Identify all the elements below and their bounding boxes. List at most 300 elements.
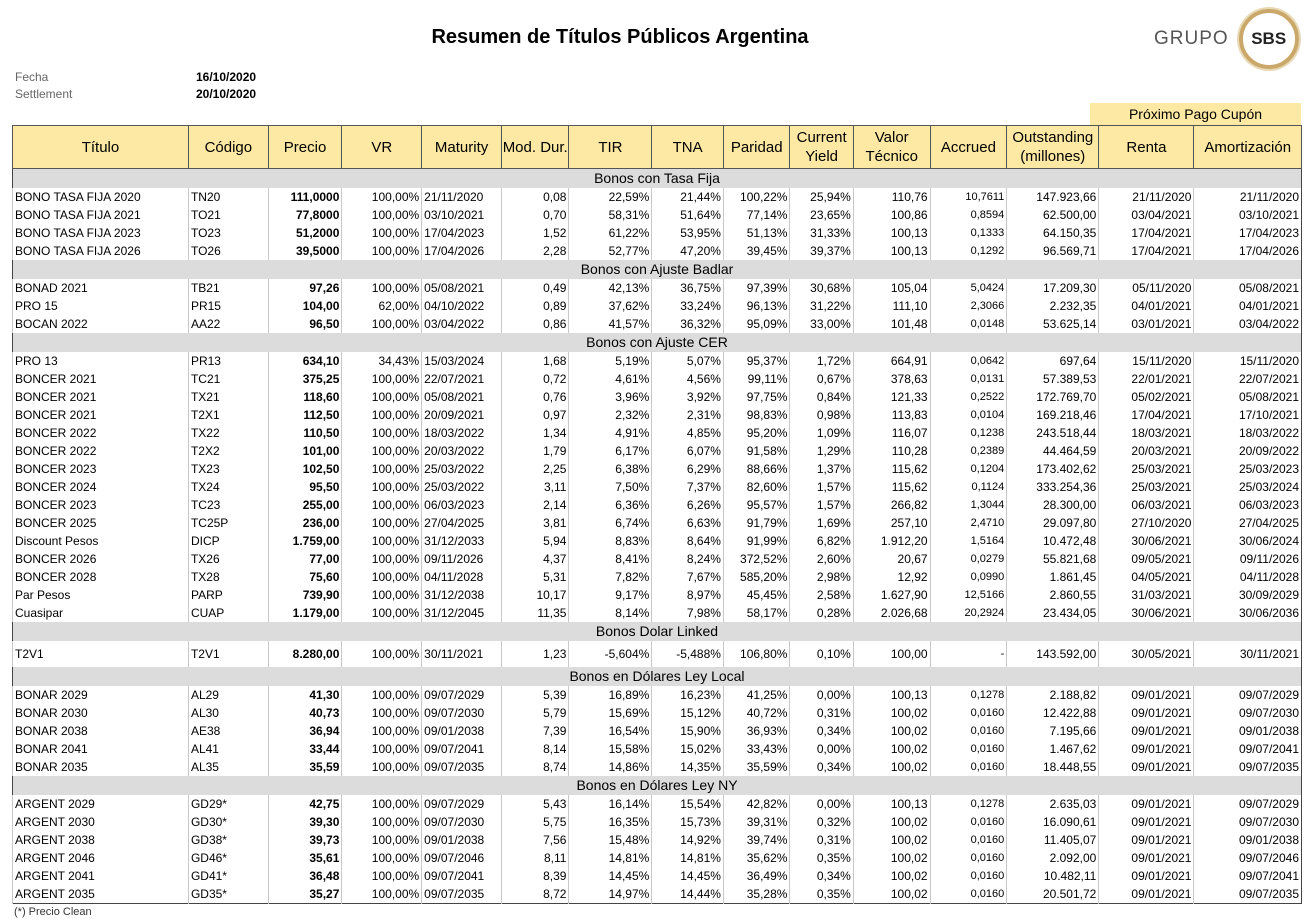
table-cell: GD46* [188, 849, 268, 867]
table-cell: 09/07/2035 [422, 758, 502, 776]
table-cell: 5,39 [501, 686, 569, 704]
table-cell: 31/12/2045 [422, 604, 502, 622]
table-cell: ARGENT 2030 [13, 813, 189, 831]
table-cell: 100,02 [853, 885, 930, 904]
table-cell: 15,58% [569, 740, 652, 758]
table-cell: 1.759,00 [268, 532, 342, 550]
table-cell: 8,41% [569, 550, 652, 568]
table-cell: 53.625,14 [1007, 315, 1099, 333]
table-cell: 62.500,00 [1007, 206, 1099, 224]
table-cell: 17/04/2023 [422, 224, 502, 242]
table-cell: 27/10/2020 [1099, 514, 1194, 532]
table-cell: 2,60% [790, 550, 853, 568]
table-cell: 09/11/2026 [422, 550, 502, 568]
bonds-table [12, 125, 1302, 904]
table-cell: BONCER 2024 [13, 478, 189, 496]
table-cell: 1.861,45 [1007, 568, 1099, 586]
table-cell: 236,00 [268, 514, 342, 532]
table-cell: 100,00% [342, 188, 422, 206]
table-cell: 0,1333 [930, 224, 1007, 242]
table-cell: 17.209,30 [1007, 279, 1099, 297]
table-cell: 5,31 [501, 568, 569, 586]
section-header-row [13, 260, 1302, 279]
table-cell: 09/01/2021 [1099, 849, 1194, 867]
table-cell: 8,39 [501, 867, 569, 885]
table-cell: 03/01/2021 [1099, 315, 1194, 333]
table-cell: 14,35% [652, 758, 724, 776]
table-cell: 8,72 [501, 885, 569, 904]
table-cell: 0,98% [790, 406, 853, 424]
table-cell: 243.518,44 [1007, 424, 1099, 442]
table-cell: 6,63% [652, 514, 724, 532]
table-cell: 35,59% [723, 758, 789, 776]
table-cell: 35,59 [268, 758, 342, 776]
table-cell: 111,10 [853, 297, 930, 315]
table-cell: 2,32% [569, 406, 652, 424]
table-cell: AL35 [188, 758, 268, 776]
table-cell: -5,488% [652, 641, 724, 667]
table-cell: 09/07/2029 [1194, 686, 1302, 704]
table-cell: 2.026,68 [853, 604, 930, 622]
table-cell: 96,50 [268, 315, 342, 333]
column-header: Accrued [930, 126, 1007, 169]
table-cell: 0,31% [790, 704, 853, 722]
table-cell: 100,00% [342, 388, 422, 406]
table-cell: 8,14 [501, 740, 569, 758]
table-cell: 1,23 [501, 641, 569, 667]
table-cell: 27/04/2025 [422, 514, 502, 532]
table-cell: 03/10/2021 [1194, 206, 1302, 224]
table-cell: 100,00% [342, 532, 422, 550]
table-cell: TC25P [188, 514, 268, 532]
table-cell: 6,29% [652, 460, 724, 478]
table-cell: 04/05/2021 [1099, 568, 1194, 586]
table-cell: 96.569,71 [1007, 242, 1099, 260]
table-cell: BONCER 2022 [13, 442, 189, 460]
table-cell: 30/09/2029 [1194, 586, 1302, 604]
table-cell: 95,09% [723, 315, 789, 333]
table-cell: 64.150,35 [1007, 224, 1099, 242]
table-cell: 4,61% [569, 370, 652, 388]
table-cell: 1,57% [790, 478, 853, 496]
table-cell: 113,83 [853, 406, 930, 424]
table-cell: 30/05/2021 [1099, 641, 1194, 667]
table-cell: 77,14% [723, 206, 789, 224]
table-row [13, 424, 1302, 442]
table-cell: 39,31% [723, 813, 789, 831]
column-header: VR [342, 126, 422, 169]
table-row [13, 279, 1302, 297]
table-cell: PRO 13 [13, 352, 189, 370]
table-cell: 5,79 [501, 704, 569, 722]
table-cell: 266,82 [853, 496, 930, 514]
table-cell: 100,00% [342, 795, 422, 813]
table-cell: 22/07/2021 [422, 370, 502, 388]
table-cell: 6,36% [569, 496, 652, 514]
table-cell: 95,50 [268, 478, 342, 496]
table-cell: TX21 [188, 388, 268, 406]
table-cell: 0,72 [501, 370, 569, 388]
table-row [13, 568, 1302, 586]
table-cell: BONO TASA FIJA 2021 [13, 206, 189, 224]
table-cell: 15,73% [652, 813, 724, 831]
table-cell: 0,34% [790, 722, 853, 740]
table-cell: 33,44 [268, 740, 342, 758]
table-cell: 36,94 [268, 722, 342, 740]
table-cell: 09/07/2035 [1194, 885, 1302, 904]
table-cell: 100,00% [342, 568, 422, 586]
section-header-row [13, 667, 1302, 686]
table-cell: 100,00% [342, 849, 422, 867]
table-cell: PR13 [188, 352, 268, 370]
table-cell: 664,91 [853, 352, 930, 370]
table-cell: 2.860,55 [1007, 586, 1099, 604]
table-cell: ARGENT 2029 [13, 795, 189, 813]
table-cell: 14,92% [652, 831, 724, 849]
table-cell: 25/03/2022 [422, 478, 502, 496]
table-cell: 05/08/2021 [422, 279, 502, 297]
table-cell: 2,98% [790, 568, 853, 586]
table-cell: 51,13% [723, 224, 789, 242]
table-cell: 15,12% [652, 704, 724, 722]
table-cell: 5,94 [501, 532, 569, 550]
table-cell: 0,31% [790, 831, 853, 849]
table-cell: 0,0131 [930, 370, 1007, 388]
table-row [13, 740, 1302, 758]
table-cell: 82,60% [723, 478, 789, 496]
table-cell: AL41 [188, 740, 268, 758]
table-cell: 147.923,66 [1007, 188, 1099, 206]
table-cell: 3,92% [652, 388, 724, 406]
table-cell: 36,75% [652, 279, 724, 297]
table-cell: 16,14% [569, 795, 652, 813]
table-cell: 100,02 [853, 849, 930, 867]
brand-mark-circle [1239, 9, 1299, 69]
section-title: Bonos con Ajuste CER [13, 333, 1302, 352]
table-cell: 15,02% [652, 740, 724, 758]
table-cell: 0,10% [790, 641, 853, 667]
table-row [13, 532, 1302, 550]
table-cell: PRO 15 [13, 297, 189, 315]
table-cell: 36,93% [723, 722, 789, 740]
table-cell: 58,17% [723, 604, 789, 622]
table-row [13, 641, 1302, 667]
table-cell: 172.769,70 [1007, 388, 1099, 406]
table-cell: 37,62% [569, 297, 652, 315]
table-cell: TN20 [188, 188, 268, 206]
next-payment-header: Próximo Pago Cupón [1090, 103, 1301, 125]
table-cell: 2,4710 [930, 514, 1007, 532]
table-cell: 45,45% [723, 586, 789, 604]
section-title: Bonos Dolar Linked [13, 622, 1302, 641]
table-cell: 04/11/2028 [1194, 568, 1302, 586]
table-cell: 1,34 [501, 424, 569, 442]
table-cell: 09/07/2041 [1194, 867, 1302, 885]
table-cell: 100,02 [853, 740, 930, 758]
table-cell: 8,83% [569, 532, 652, 550]
table-cell: TX28 [188, 568, 268, 586]
table-cell: 61,22% [569, 224, 652, 242]
table-cell: 1,69% [790, 514, 853, 532]
table-cell: 09/07/2029 [1194, 795, 1302, 813]
table-cell: 4,56% [652, 370, 724, 388]
table-cell: T2X2 [188, 442, 268, 460]
table-cell: 39,37% [790, 242, 853, 260]
table-cell: 12,92 [853, 568, 930, 586]
table-cell: 39,30 [268, 813, 342, 831]
table-row [13, 813, 1302, 831]
table-cell: 05/11/2020 [1099, 279, 1194, 297]
table-cell: 29.097,80 [1007, 514, 1099, 532]
table-cell: TB21 [188, 279, 268, 297]
table-row [13, 460, 1302, 478]
table-cell: 0,00% [790, 795, 853, 813]
table-cell: 7,82% [569, 568, 652, 586]
table-cell: 0,0642 [930, 352, 1007, 370]
table-cell: 2.188,82 [1007, 686, 1099, 704]
table-cell: 17/04/2023 [1194, 224, 1302, 242]
table-cell: 2.232,35 [1007, 297, 1099, 315]
table-cell: 62,00% [342, 297, 422, 315]
table-cell: 15,54% [652, 795, 724, 813]
table-cell: 375,25 [268, 370, 342, 388]
table-cell: 09/01/2021 [1099, 795, 1194, 813]
table-cell: -5,604% [569, 641, 652, 667]
table-cell: 34,43% [342, 352, 422, 370]
table-cell: 2,25 [501, 460, 569, 478]
table-cell: ARGENT 2046 [13, 849, 189, 867]
table-cell: 100,13 [853, 795, 930, 813]
table-cell: 95,20% [723, 424, 789, 442]
table-cell: 42,13% [569, 279, 652, 297]
table-cell: 0,0990 [930, 568, 1007, 586]
table-cell: 100,00% [342, 586, 422, 604]
table-cell: 0,32% [790, 813, 853, 831]
table-cell: 1,5164 [930, 532, 1007, 550]
table-cell: 03/04/2022 [1194, 315, 1302, 333]
report-title: Resumen de Títulos Públicos Argentina [431, 26, 809, 48]
table-cell: 5,19% [569, 352, 652, 370]
table-cell: 09/05/2021 [1099, 550, 1194, 568]
table-cell: 1,72% [790, 352, 853, 370]
table-cell: 101,48 [853, 315, 930, 333]
table-cell: 0,0160 [930, 867, 1007, 885]
table-cell: 51,2000 [268, 224, 342, 242]
table-cell: 35,27 [268, 885, 342, 904]
table-cell: 39,5000 [268, 242, 342, 260]
table-cell: 0,08 [501, 188, 569, 206]
table-row [13, 704, 1302, 722]
table-cell: 100,02 [853, 867, 930, 885]
table-cell: 11,35 [501, 604, 569, 622]
table-cell: TX24 [188, 478, 268, 496]
table-cell: 0,28% [790, 604, 853, 622]
table-row [13, 297, 1302, 315]
table-cell: 100,00% [342, 704, 422, 722]
table-cell: TO26 [188, 242, 268, 260]
table-cell: 16,89% [569, 686, 652, 704]
table-cell: BONO TASA FIJA 2020 [13, 188, 189, 206]
table-cell: 100,13 [853, 686, 930, 704]
table-cell: 100,00% [342, 686, 422, 704]
table-cell: 51,64% [652, 206, 724, 224]
table-cell: 110,28 [853, 442, 930, 460]
table-cell: 91,99% [723, 532, 789, 550]
table-cell: 18/03/2022 [1194, 424, 1302, 442]
table-cell: 05/02/2021 [1099, 388, 1194, 406]
table-cell: BONCER 2026 [13, 550, 189, 568]
table-cell: 03/04/2021 [1099, 206, 1194, 224]
section-title: Bonos en Dólares Ley Local [13, 667, 1302, 686]
table-cell: 121,33 [853, 388, 930, 406]
table-cell: 30/06/2021 [1099, 532, 1194, 550]
table-cell: 0,34% [790, 867, 853, 885]
table-cell: 100,02 [853, 831, 930, 849]
table-cell: 0,1124 [930, 478, 1007, 496]
table-row [13, 795, 1302, 813]
table-cell: 100,00% [342, 514, 422, 532]
table-cell: 20/09/2021 [422, 406, 502, 424]
column-header: Mod. Dur. [501, 126, 569, 169]
fecha-label: Fecha [15, 70, 49, 84]
table-cell: AE38 [188, 722, 268, 740]
table-cell: 09/07/2046 [422, 849, 502, 867]
table-cell: 09/01/2038 [1194, 722, 1302, 740]
column-header: TIR [569, 126, 652, 169]
table-row [13, 550, 1302, 568]
table-cell: 39,74% [723, 831, 789, 849]
table-cell: 8,97% [652, 586, 724, 604]
table-cell: ARGENT 2038 [13, 831, 189, 849]
table-cell: 2,28 [501, 242, 569, 260]
table-cell: 09/07/2035 [1194, 758, 1302, 776]
table-cell: 33,24% [652, 297, 724, 315]
table-cell: 0,0104 [930, 406, 1007, 424]
table-cell: 30/06/2024 [1194, 532, 1302, 550]
table-cell: TO21 [188, 206, 268, 224]
table-cell: 5,07% [652, 352, 724, 370]
table-cell: 6,07% [652, 442, 724, 460]
table-cell: 2,58% [790, 586, 853, 604]
table-cell: 14,44% [652, 885, 724, 904]
table-row [13, 315, 1302, 333]
table-cell: 16,54% [569, 722, 652, 740]
table-cell: 115,62 [853, 460, 930, 478]
table-cell: T2V1 [13, 641, 189, 667]
table-cell: 100,00% [342, 740, 422, 758]
table-cell: 100,00% [342, 641, 422, 667]
table-cell: 17/04/2026 [1194, 242, 1302, 260]
table-cell: 39,73 [268, 831, 342, 849]
table-row [13, 352, 1302, 370]
table-cell: 04/11/2028 [422, 568, 502, 586]
table-cell: 0,34% [790, 758, 853, 776]
table-cell: 378,63 [853, 370, 930, 388]
table-cell: 12,5166 [930, 586, 1007, 604]
table-cell: PARP [188, 586, 268, 604]
table-cell: 100,00% [342, 279, 422, 297]
table-cell: 03/10/2021 [422, 206, 502, 224]
table-cell: 0,1292 [930, 242, 1007, 260]
table-cell: 116,07 [853, 424, 930, 442]
table-cell: 110,50 [268, 424, 342, 442]
table-row [13, 496, 1302, 514]
table-cell: 09/01/2021 [1099, 758, 1194, 776]
table-cell: 14,97% [569, 885, 652, 904]
table-cell: 2,31% [652, 406, 724, 424]
table-cell: 04/01/2021 [1194, 297, 1302, 315]
table-cell: 27/04/2025 [1194, 514, 1302, 532]
table-cell: 09/07/2030 [422, 704, 502, 722]
table-cell: 15,48% [569, 831, 652, 849]
table-cell: 1,09% [790, 424, 853, 442]
table-cell: BONCER 2025 [13, 514, 189, 532]
table-cell: 8,64% [652, 532, 724, 550]
table-cell: 8.280,00 [268, 641, 342, 667]
column-header: Código [188, 126, 268, 169]
table-cell: 0,35% [790, 849, 853, 867]
section-title: Bonos con Ajuste Badlar [13, 260, 1302, 279]
column-header: Renta [1099, 126, 1194, 169]
table-cell: 101,00 [268, 442, 342, 460]
table-cell: 15/11/2020 [1194, 352, 1302, 370]
table-cell: 18.448,55 [1007, 758, 1099, 776]
table-cell: 15/11/2020 [1099, 352, 1194, 370]
table-cell: 100,00% [342, 550, 422, 568]
table-cell: 22/07/2021 [1194, 370, 1302, 388]
section-header-row [13, 333, 1302, 352]
table-cell: 20/03/2021 [1099, 442, 1194, 460]
table-cell: 100,02 [853, 758, 930, 776]
table-cell: 115,62 [853, 478, 930, 496]
table-cell: 09/01/2038 [422, 831, 502, 849]
table-cell: 09/01/2038 [1194, 831, 1302, 849]
table-cell: 9,17% [569, 586, 652, 604]
table-cell: BONO TASA FIJA 2023 [13, 224, 189, 242]
table-cell: 0,00% [790, 686, 853, 704]
table-cell: 100,00% [342, 370, 422, 388]
table-cell: 09/07/2030 [422, 813, 502, 831]
section-title: Bonos en Dólares Ley NY [13, 776, 1302, 795]
table-row [13, 722, 1302, 740]
table-cell: GD41* [188, 867, 268, 885]
table-cell: 09/01/2021 [1099, 813, 1194, 831]
table-cell: 100,86 [853, 206, 930, 224]
table-cell: 143.592,00 [1007, 641, 1099, 667]
table-cell: 96,13% [723, 297, 789, 315]
table-row [13, 604, 1302, 622]
table-cell: 1.467,62 [1007, 740, 1099, 758]
table-cell: 3,81 [501, 514, 569, 532]
table-cell: 09/01/2021 [1099, 867, 1194, 885]
table-cell: 0,97 [501, 406, 569, 424]
table-cell: 16,35% [569, 813, 652, 831]
table-cell: 09/01/2021 [1099, 704, 1194, 722]
table-cell: 05/08/2021 [1194, 279, 1302, 297]
table-cell: 2,14 [501, 496, 569, 514]
table-cell: PR15 [188, 297, 268, 315]
table-cell: 1,3044 [930, 496, 1007, 514]
table-cell: 105,04 [853, 279, 930, 297]
table-cell: 0,0148 [930, 315, 1007, 333]
table-cell: 03/04/2022 [422, 315, 502, 333]
table-cell: 33,43% [723, 740, 789, 758]
table-cell: 95,37% [723, 352, 789, 370]
table-cell: 6,38% [569, 460, 652, 478]
table-cell: 58,31% [569, 206, 652, 224]
table-cell: 0,1278 [930, 686, 1007, 704]
table-cell: BONAR 2029 [13, 686, 189, 704]
